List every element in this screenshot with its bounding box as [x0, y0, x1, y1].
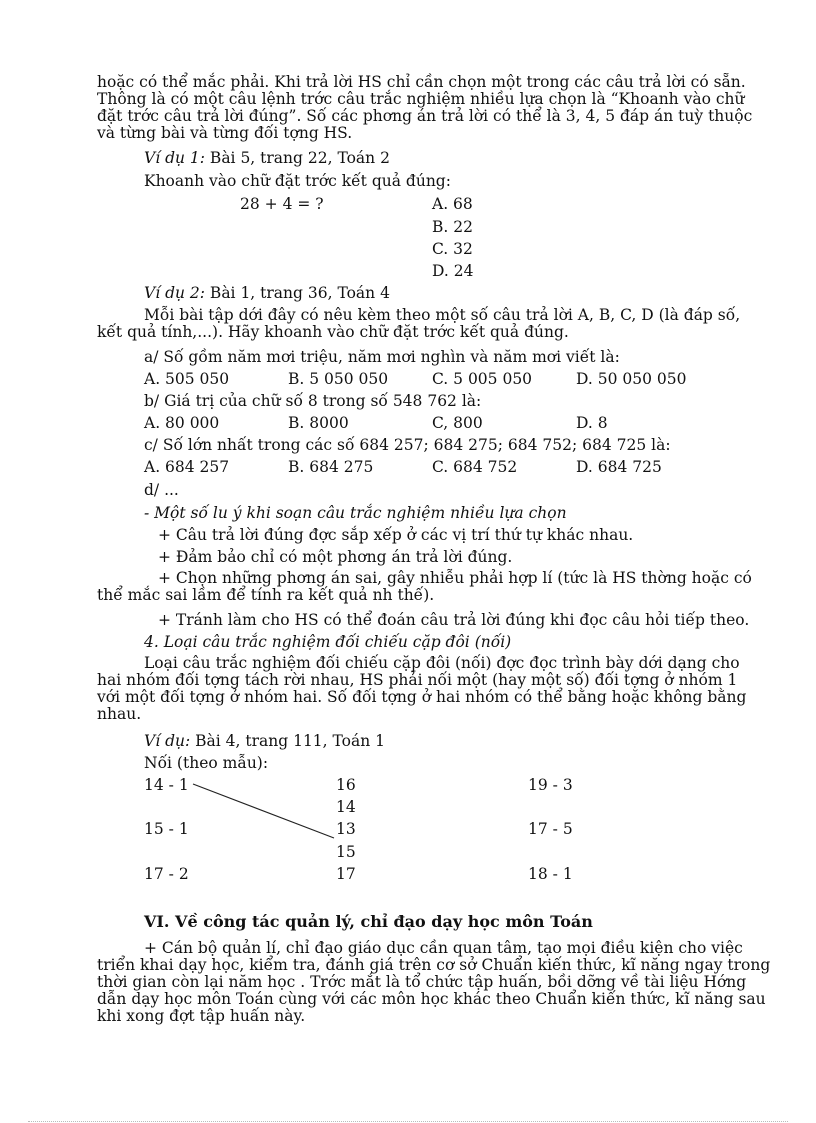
question-c-option-c: C. 684 752: [432, 458, 518, 476]
example-1-label: Ví dụ 1:: [144, 149, 205, 167]
match-right-3: 18 - 1: [528, 865, 573, 883]
example-3-ref: Bài 4, trang 111, Toán 1: [190, 732, 386, 750]
example-1-option-c: C. 32: [432, 240, 473, 258]
match-middle-1: 16: [336, 776, 356, 794]
question-b-option-b: B. 8000: [288, 414, 349, 432]
question-b-option-c: C, 800: [432, 414, 483, 432]
notes-heading: - Một số lu ý khi soạn câu trắc nghiệm nhiều lựa chọn: [144, 504, 567, 522]
question-c-option-a: A. 684 257: [144, 458, 230, 476]
example-3-label: Ví dụ:: [144, 732, 191, 750]
question-c-option-d: D. 684 725: [576, 458, 662, 476]
match-right-1: 19 - 3: [528, 776, 573, 794]
example-2-intro-1: Mỗi bài tập dới đây có nêu kèm theo một số câu trả lời A, B, C, D (là đáp số,: [144, 306, 741, 324]
question-b-option-d: D. 8: [576, 414, 608, 432]
section-6-line-1: + Cán bộ quản lí, chỉ đạo giáo dục cần quan tâm, tạo mọi điều kiện cho việc: [144, 939, 743, 957]
question-a-option-a: A. 505 050: [144, 370, 230, 388]
question-d: d/ ...: [144, 481, 179, 499]
question-a-option-c: C. 5 005 050: [432, 370, 533, 388]
match-middle-4: 15: [336, 843, 356, 861]
example-2-ref: Bài 1, trang 36, Toán 4: [205, 284, 390, 302]
example-1-option-b: B. 22: [432, 218, 473, 236]
note-3-line-2: thể mắc sai lầm để tính ra kết quả nh thế).: [97, 586, 435, 604]
question-c: c/ Số lớn nhất trong các số 684 257; 684 275; 684 752; 684 725 là:: [144, 436, 671, 454]
example-2-label: Ví dụ 2:: [144, 284, 205, 302]
section-4-line-1: Loại câu trắc nghiệm đối chiếu cặp đôi (nối) đợc đọc trình bày dới dạng cho: [144, 654, 740, 672]
section-4-heading: 4. Loại câu trắc nghiệm đối chiếu cặp đôi (nối): [144, 633, 512, 651]
section-6-line-4: dẫn dạy học môn Toán cùng với các môn học khác theo Chuẩn kiến thức, kĩ năng sau: [97, 990, 766, 1008]
note-2: + Đảm bảo chỉ có một phơng án trả lời đúng.: [158, 548, 513, 566]
section-6-line-5: khi xong đợt tập huấn này.: [97, 1007, 306, 1025]
section-4-line-2: hai nhóm đối tợng tách rời nhau, HS phải nối một (hay một số) đối tợng ở nhóm 1: [97, 671, 738, 689]
intro-line-4: và từng bài và từng đối tợng HS.: [97, 124, 353, 142]
example-1-option-a: A. 68: [432, 195, 473, 213]
match-left-3: 17 - 2: [144, 865, 189, 883]
example-3-instruction: Nối (theo mẫu):: [144, 754, 269, 772]
match-middle-5: 17: [336, 865, 356, 883]
note-3-line-1: + Chọn những phơng án sai, gây nhiễu phải hợp lí (tức là HS thờng hoặc có: [158, 569, 752, 587]
match-middle-3: 13: [336, 820, 356, 838]
question-c-option-b: B. 684 275: [288, 458, 374, 476]
example-1-ref: Bài 5, trang 22, Toán 2: [205, 149, 390, 167]
section-6-heading: VI. Về công tác quản lý, chỉ đạo dạy học môn Toán: [144, 912, 593, 931]
intro-line-3: đặt trớc câu trả lời đúng”. Số các phơng án trả lời có thể là 3, 4, 5 đáp án tuỳ thuộc: [97, 107, 753, 125]
section-4-line-3: với một đối tợng ở nhóm hai. Số đối tợng ở hai nhóm có thể bằng hoặc không bằng: [97, 688, 747, 706]
question-b: b/ Giá trị của chữ số 8 trong số 548 762 là:: [144, 392, 482, 410]
match-left-2: 15 - 1: [144, 820, 189, 838]
question-a-option-b: B. 5 050 050: [288, 370, 389, 388]
question-a-option-d: D. 50 050 050: [576, 370, 687, 388]
note-4: + Tránh làm cho HS có thể đoán câu trả lời đúng khi đọc câu hỏi tiếp theo.: [158, 611, 750, 629]
example-1-instruction: Khoanh vào chữ đặt trớc kết quả đúng:: [144, 172, 451, 190]
example-2-intro-2: kết quả tính,...). Hãy khoanh vào chữ đặt trớc kết quả đúng.: [97, 323, 569, 341]
match-left-1: 14 - 1: [144, 776, 189, 794]
match-middle-2: 14: [336, 798, 356, 816]
page-bottom-divider: [28, 1121, 788, 1122]
intro-line-2: Thông là có một câu lệnh trớc câu trắc nghiệm nhiều lựa chọn là “Khoanh vào chữ: [97, 90, 745, 108]
section-4-line-4: nhau.: [97, 705, 142, 723]
match-sample-line: [193, 784, 334, 838]
section-6-line-3: thời gian còn lại năm học . Trớc mắt là tổ chức tập huấn, bồi dỡng về tài liệu Hớng: [97, 973, 747, 991]
note-1: + Câu trả lời đúng đợc sắp xếp ở các vị trí thứ tự khác nhau.: [158, 526, 634, 544]
question-b-option-a: A. 80 000: [144, 414, 220, 432]
example-1-option-d: D. 24: [432, 262, 474, 280]
question-a: a/ Số gồm năm mơi triệu, năm mơi nghìn và năm mơi viết là:: [144, 348, 620, 366]
match-right-2: 17 - 5: [528, 820, 573, 838]
example-1-expression: 28 + 4 = ?: [240, 195, 324, 213]
section-6-line-2: triển khai dạy học, kiểm tra, đánh giá trên cơ sở Chuẩn kiến thức, kĩ năng ngay trong: [97, 956, 771, 974]
intro-line-1: hoặc có thể mắc phải. Khi trả lời HS chỉ cần chọn một trong các câu trả lời có sẵn.: [97, 73, 746, 91]
